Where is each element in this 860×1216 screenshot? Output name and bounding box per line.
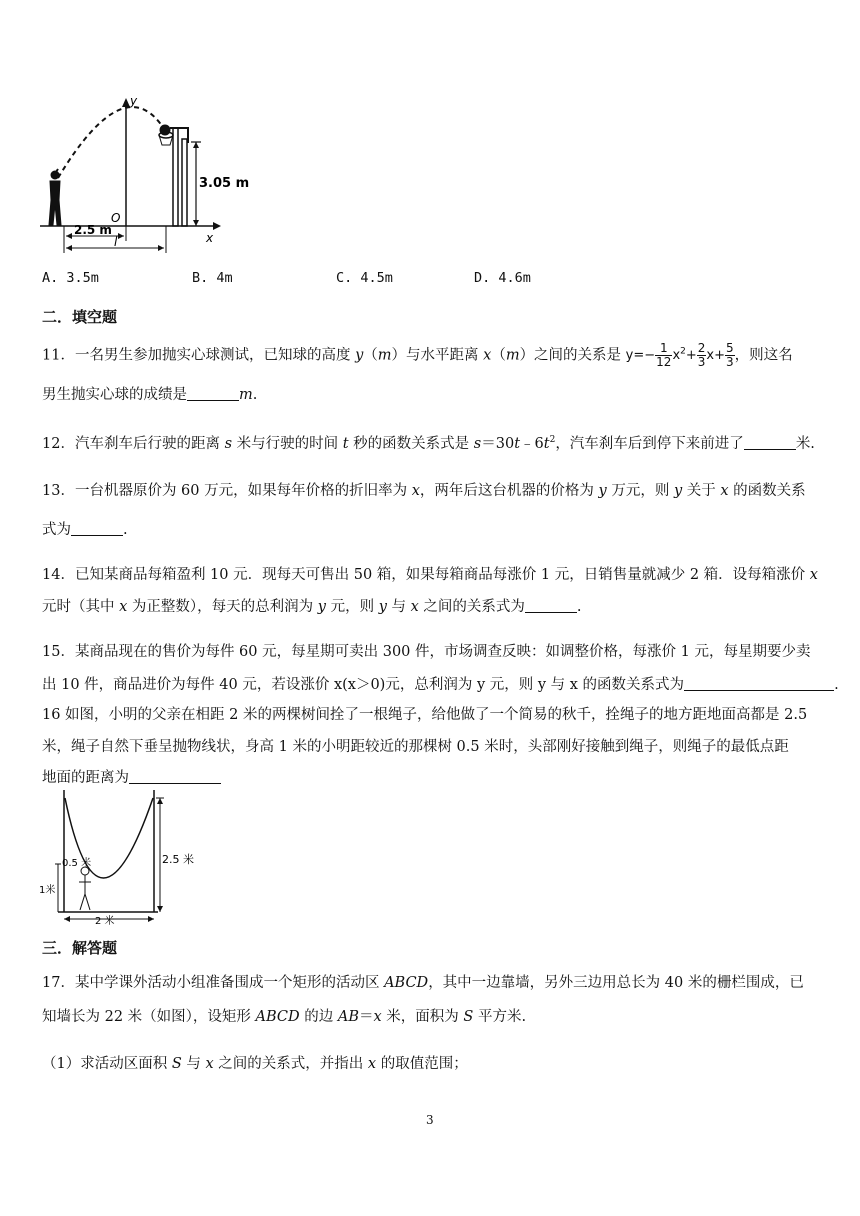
question-11-line-1: 11．一名男生参加抛实心球测试，已知球的高度 y（m）与水平距离 x（m）之间的关系是 y=− $\frac{1}{12}$ $x^2+$ $\frac{2}{3}$ x+ $\frac{5}{3}$ ，则这名: [42, 341, 793, 370]
answer-blank[interactable]: [129, 769, 221, 784]
question-16-line-2: 米，绳子自然下垂呈抛物线状，身高 1 米的小明距较近的那棵树 0.5 米时，头部刚好接触到绳子，则绳子的最低点距: [42, 739, 789, 755]
section-2-title: 二．填空题: [42, 308, 118, 326]
y-axis-label: y: [130, 94, 138, 108]
origin-label: O: [111, 211, 121, 225]
question-16-line-1: 16 如图，小明的父亲在相距 2 米的两棵树间拴了一根绳子，给他做了一个简易的秋千，拴绳子的地方距地面高都是 2.5: [42, 707, 808, 723]
question-12: 12．汽车刹车后行驶的距离 s 米与行驶的时间 t 秒的函数关系式是 $s=30t﹣6t^2$，汽车刹车后到停下来前进了 米.: [42, 435, 815, 452]
question-13-line-2: 式为 .: [42, 522, 128, 538]
answer-blank[interactable]: [187, 386, 239, 401]
basketball-figure: [38, 94, 250, 255]
section-3-title: 三．解答题: [42, 939, 118, 957]
equation-11: y=− $\frac{1}{12}$ $x^2+$ $\frac{2}{3}$ x+ $\frac{5}{3}$: [625, 341, 734, 370]
answer-blank[interactable]: [525, 598, 577, 613]
question-15-line-2: 出 10 件，商品进价为每件 40 元，若设涨价 x(x＞0)元，总利润为 y 元，则 y 与 x 的函数关系式为 .: [42, 677, 839, 693]
question-15-line-1: 15．某商品现在的售价为每件 60 元，每星期可卖出 300 件，市场调查反映：如调整价格，每涨价 1 元，每星期要少卖: [42, 644, 811, 660]
question-17-sub-1: （1）求活动区面积 S 与 x 之间的关系式，并指出 x 的取值范围；: [42, 1056, 468, 1072]
option-c: C. 4.5m: [336, 270, 393, 286]
question-13-line-1: 13．一台机器原价为 60 万元，如果每年价格的折旧率为 x，两年后这台机器的价格为 y 万元，则 y 关于 x 的函数关系: [42, 483, 806, 499]
distance-05-label: 0.5 米: [62, 858, 92, 869]
l-label: l: [114, 235, 118, 249]
height-label: 3.05 m: [199, 176, 250, 191]
question-14-line-1: 14．已知某商品每箱盈利 10 元．现每天可售出 50 箱，如果每箱商品每涨价 1 元，日销售量就减少 2 箱．设每箱涨价 x: [42, 567, 818, 583]
answer-blank[interactable]: [71, 521, 123, 536]
width-2-label: 2 米: [95, 916, 115, 927]
height-1-label: 1米: [39, 885, 56, 896]
answer-blank[interactable]: [744, 435, 796, 450]
x-axis-label: x: [206, 231, 214, 245]
page-number: 3: [426, 1113, 434, 1127]
hoop-icon: [159, 125, 188, 226]
boy-icon: [79, 867, 91, 910]
question-14-line-2: 元时（其中 x 为正整数），每天的总利润为 y 元，则 y 与 x 之间的关系式为 .: [42, 599, 582, 615]
question-16-line-3: 地面的距离为: [42, 768, 221, 788]
option-a: A. 3.5m: [42, 270, 99, 286]
swing-figure: [38, 788, 198, 926]
distance-label: 2.5 m: [74, 223, 112, 237]
option-d: D. 4.6m: [474, 270, 531, 286]
height-25-label: 2.5 米: [162, 853, 194, 866]
question-11-line-2: 男生抛实心球的成绩是 m.: [42, 387, 258, 403]
answer-blank[interactable]: [684, 676, 834, 691]
question-17-line-1: 17．某中学课外活动小组准备围成一个矩形的活动区 ABCD，其中一边靠墙，另外三边用总长为 40 米的栅栏围成，已: [42, 975, 804, 991]
question-17-line-2: 知墙长为 22 米（如图），设矩形 ABCD 的边 AB＝x 米，面积为 S 平方米.: [42, 1009, 527, 1025]
option-b: B. 4m: [192, 270, 233, 286]
